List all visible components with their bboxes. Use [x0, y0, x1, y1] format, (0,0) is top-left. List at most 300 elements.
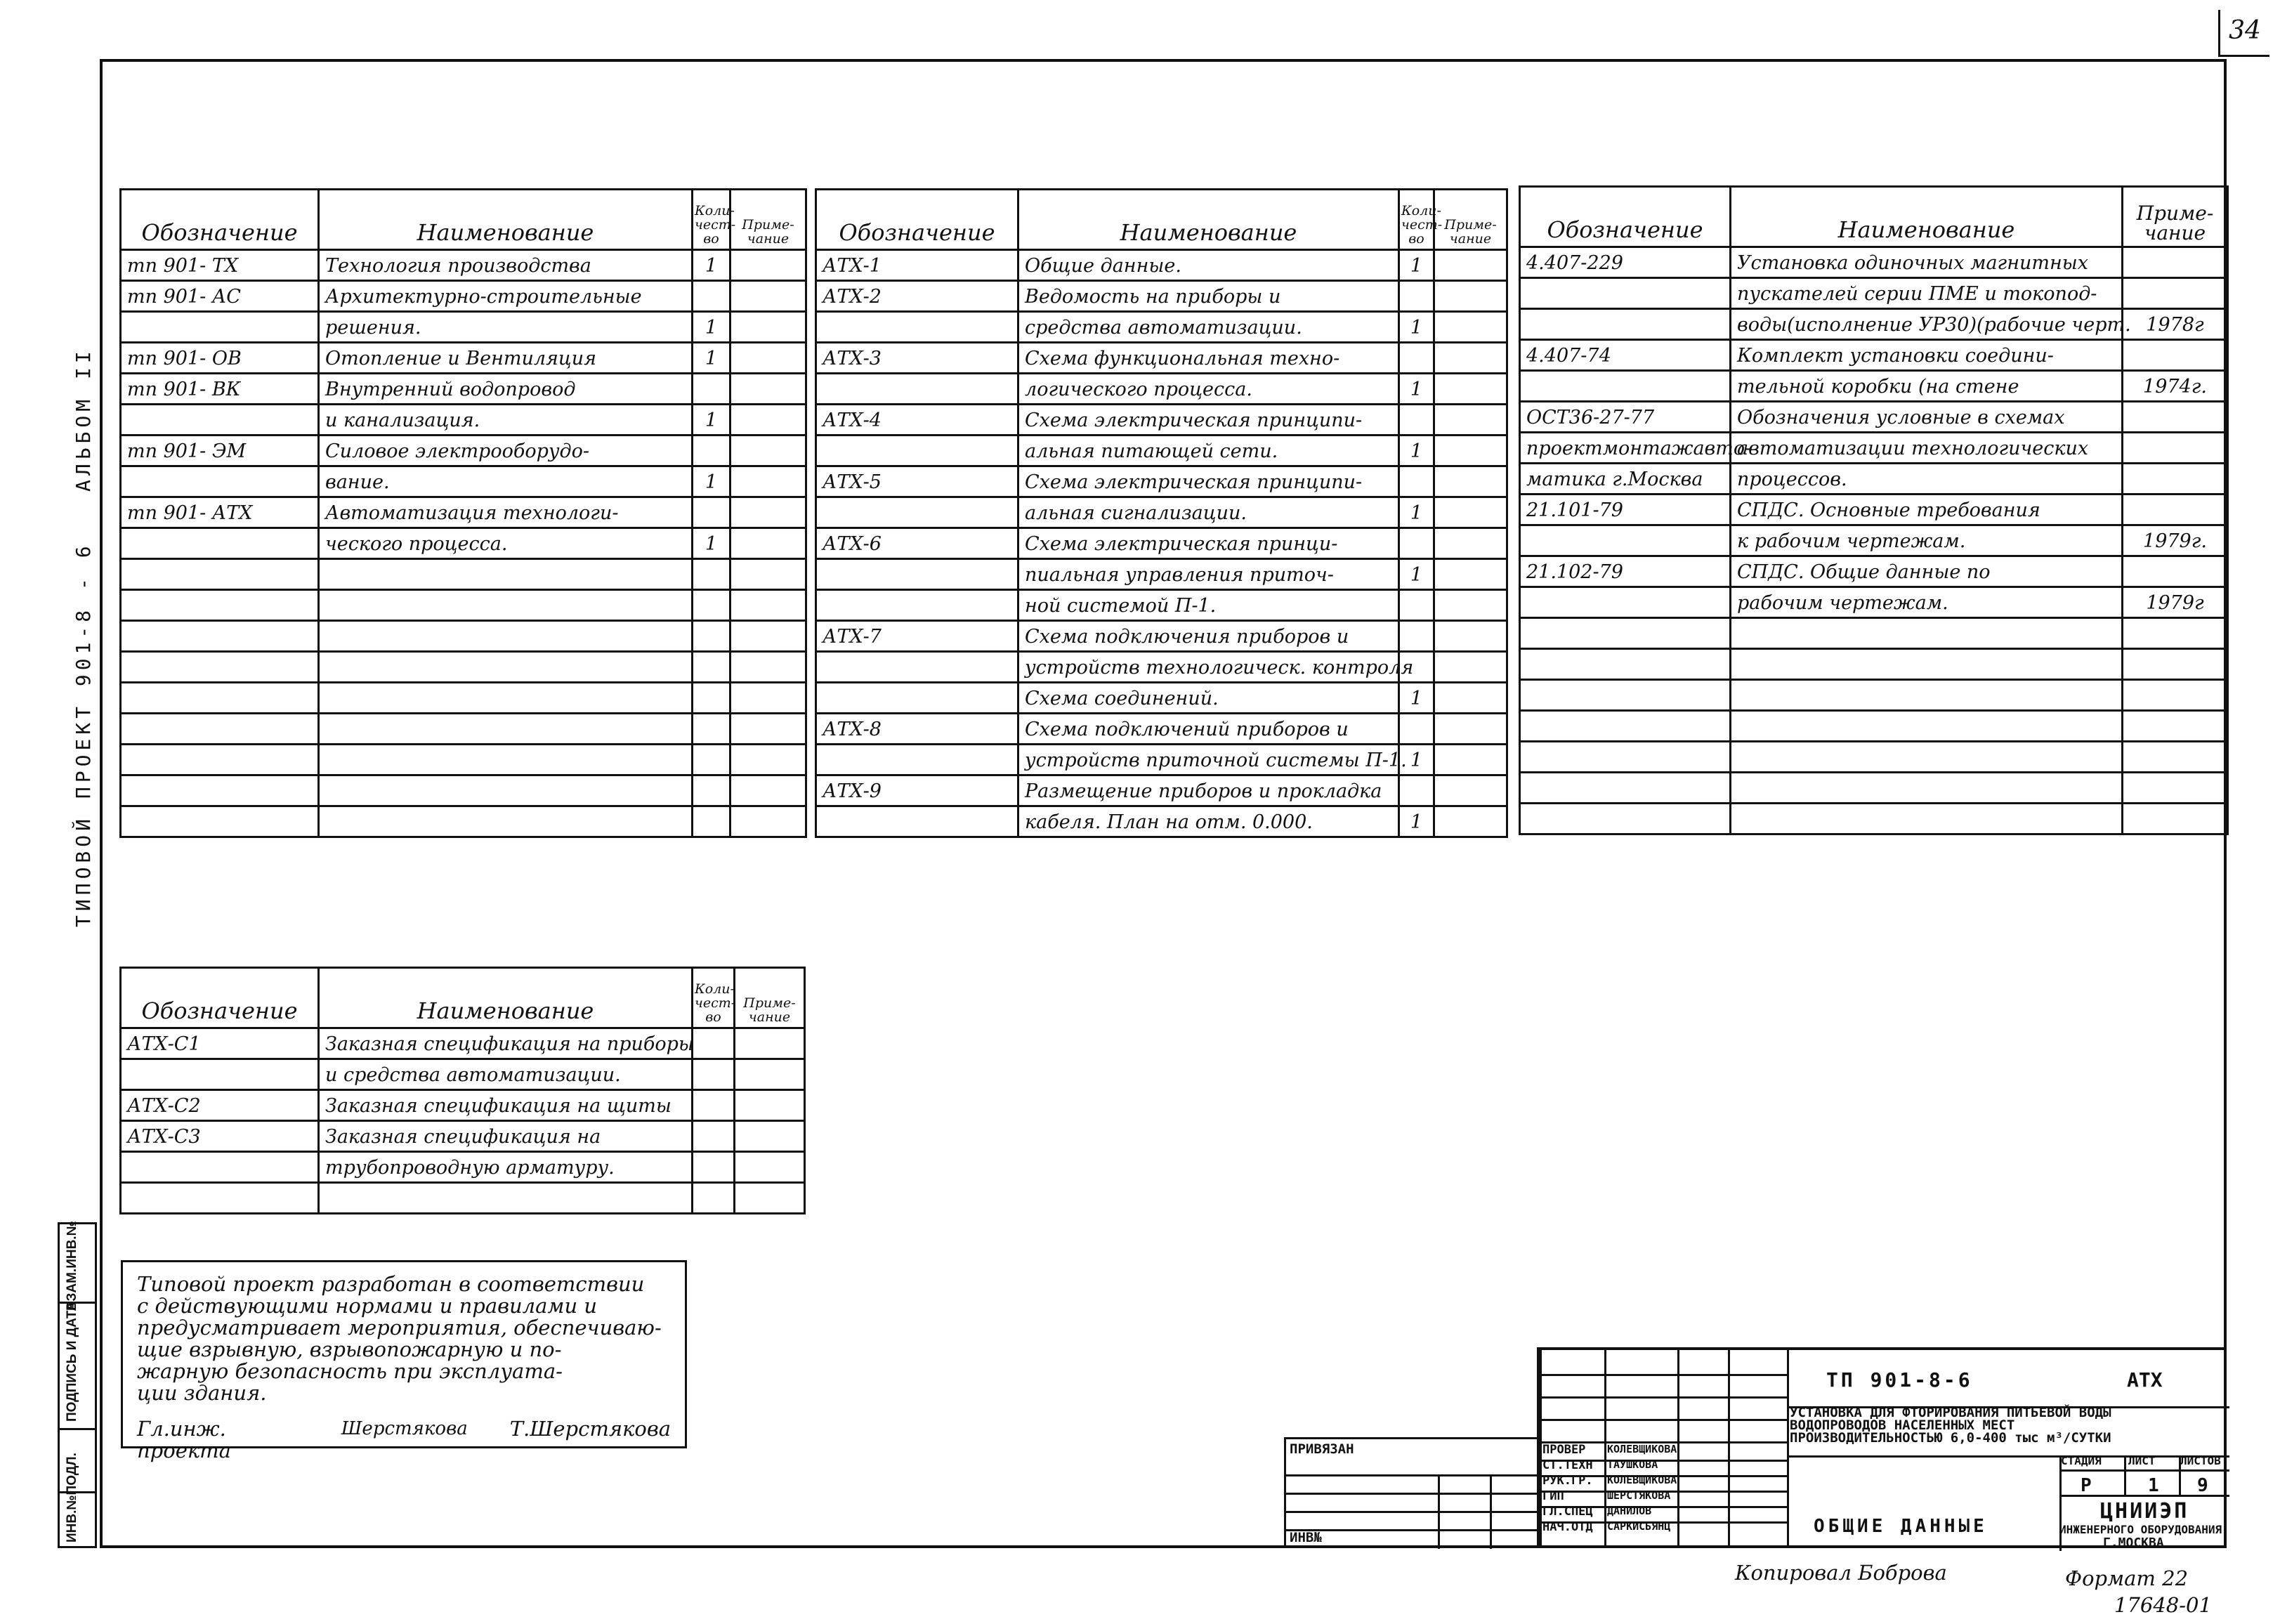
table-row: [816, 374, 1507, 405]
register-table-2: [815, 188, 1508, 838]
sig-name: КОЛЕВЩИКОВА: [1607, 1474, 1677, 1486]
cell-note: [2123, 773, 2228, 804]
cell-note: [2123, 680, 2228, 711]
cell-note: [730, 621, 806, 652]
cell-code: [816, 374, 1018, 405]
cell-note: [735, 1183, 805, 1214]
cell-name: средства автоматизации.: [1018, 312, 1399, 343]
cell-code: 21.102-79: [1520, 556, 1731, 587]
cell-qty: 1: [1399, 745, 1434, 775]
table-row: [121, 745, 806, 775]
side-album-label: АЛЬБОМ II: [72, 347, 95, 492]
cell-qty: 1: [1399, 497, 1434, 528]
cell-code: [816, 683, 1018, 714]
cell-note: [730, 436, 806, 466]
cell-name: [319, 806, 693, 837]
cell-code: [816, 497, 1018, 528]
object-description-1: УСТАНОВКА ДЛЯ ФТОРИРОВАНИЯ ПИТЬЕВОЙ ВОДЫ: [1790, 1405, 2111, 1420]
cell-name: Общие данные.: [1018, 250, 1399, 281]
cell-qty: [693, 1121, 735, 1152]
cell-code: проектмонтажавто-: [1520, 433, 1731, 464]
cell-name: [1731, 773, 2123, 804]
cell-note: [730, 497, 806, 528]
register-table-1: [119, 188, 807, 838]
cell-note: [1434, 683, 1507, 714]
cell-code: ОСТ36-27-77: [1520, 402, 1731, 433]
cell-name: Схема функциональная техно-: [1018, 343, 1399, 374]
cell-qty: [693, 652, 730, 683]
cell-qty: 1: [1399, 312, 1434, 343]
table-row: [816, 652, 1507, 683]
cell-code: [1520, 587, 1731, 618]
cell-code: [121, 806, 319, 837]
table-row: [816, 343, 1507, 374]
cell-code: тп 901- ОВ: [121, 343, 319, 374]
cell-name: автоматизации технологических: [1731, 433, 2123, 464]
cell-name: СПДС. Основные требования: [1731, 495, 2123, 525]
side-project-label: ТИПОВОЙ ПРОЕКТ 901-8 - 6: [72, 542, 95, 927]
cell-note: [1434, 497, 1507, 528]
cell-name: [319, 621, 693, 652]
cell-code: [1520, 742, 1731, 773]
cell-qty: 1: [693, 250, 730, 281]
cell-code: АТХ-8: [816, 714, 1018, 745]
table-row: [121, 652, 806, 683]
col-name: Наименование: [1018, 190, 1399, 250]
cell-note: [2123, 618, 2228, 649]
sig-role: НАЧ.ОТД: [1542, 1520, 1593, 1534]
cell-qty: [693, 281, 730, 312]
note-line: ции здания.: [137, 1381, 267, 1405]
cell-code: [121, 775, 319, 806]
cell-qty: 1: [1399, 436, 1434, 466]
table-row: [1520, 525, 2228, 556]
cell-qty: 1: [693, 466, 730, 497]
table-row: [1520, 773, 2228, 804]
cell-note: [735, 1090, 805, 1121]
cell-qty: 1: [1399, 683, 1434, 714]
cell-note: [2123, 433, 2228, 464]
cell-name: Схема электрическая принципи-: [1018, 466, 1399, 497]
col-qty: Коли-чест-во: [1399, 190, 1434, 250]
cell-code: [121, 1183, 319, 1214]
cell-code: [121, 683, 319, 714]
cell-name: [1731, 742, 2123, 773]
organization-city: Г.МОСКВА: [2103, 1535, 2164, 1550]
cell-qty: [693, 1152, 735, 1183]
cell-qty: [693, 683, 730, 714]
cell-code: АТХ-С1: [121, 1028, 319, 1059]
note-line: Типовой проект разработан в соответствии: [137, 1272, 645, 1296]
cell-name: решения.: [319, 312, 693, 343]
sig-role: ПРОВЕР: [1542, 1443, 1586, 1457]
organization-name: ЦНИИЭП: [2100, 1499, 2189, 1524]
cell-code: [816, 312, 1018, 343]
cell-qty: 1: [1399, 806, 1434, 837]
signer-title: Гл.инж. проекта: [137, 1417, 231, 1462]
cell-qty: [1399, 466, 1434, 497]
note-line: с действующими нормами и правилами и: [137, 1294, 598, 1318]
cell-name: [319, 1183, 693, 1214]
cell-qty: 1: [693, 312, 730, 343]
cell-name: трубопроводную арматуру.: [319, 1152, 693, 1183]
archive-number: 17648-01: [2114, 1593, 2212, 1617]
cell-note: [2123, 711, 2228, 742]
cell-qty: [693, 775, 730, 806]
table-row: [121, 559, 806, 590]
cell-code: [121, 405, 319, 436]
col-name: Наименование: [319, 968, 693, 1028]
table-row: [1520, 618, 2228, 649]
note-line: жарную безопасность при эксплуата-: [137, 1359, 563, 1383]
cell-note: [1434, 714, 1507, 745]
cell-note: 1979г.: [2123, 525, 2228, 556]
table-row: [1520, 556, 2228, 587]
cell-qty: [693, 806, 730, 837]
cell-name: [319, 714, 693, 745]
attached-label: ПРИВЯЗАН: [1290, 1441, 1354, 1457]
col-note: Приме-чание: [730, 190, 806, 250]
cell-code: [816, 590, 1018, 621]
stage-label: СТАДИЯ: [2061, 1454, 2102, 1467]
col-note: Приме-чание: [735, 968, 805, 1028]
cell-note: [730, 281, 806, 312]
cell-note: [1434, 652, 1507, 683]
cell-name: и канализация.: [319, 405, 693, 436]
cell-qty: [1399, 405, 1434, 436]
table-row: [1520, 278, 2228, 309]
cell-name: [319, 652, 693, 683]
col-note: Приме-чание: [1434, 190, 1507, 250]
cell-name: [1731, 680, 2123, 711]
cell-code: АТХ-5: [816, 466, 1018, 497]
signature-mark: Шерстякова: [341, 1418, 468, 1439]
cell-code: АТХ-9: [816, 775, 1018, 806]
cell-code: [816, 806, 1018, 837]
page-number: 34: [2218, 10, 2269, 57]
cell-name: [1731, 649, 2123, 680]
cell-name: Схема подключения приборов и: [1018, 621, 1399, 652]
sig-name: ШЕРСТЯКОВА: [1607, 1489, 1671, 1502]
sheet-title: ОБЩИЕ ДАННЫЕ: [1814, 1516, 1988, 1537]
cell-qty: [693, 714, 730, 745]
cell-note: [2123, 340, 2228, 371]
cell-note: [1434, 250, 1507, 281]
table-row: [121, 405, 806, 436]
cell-name: кабеля. План на отм. 0.000.: [1018, 806, 1399, 837]
cell-note: [2123, 804, 2228, 834]
table-row: [816, 250, 1507, 281]
cell-code: 21.101-79: [1520, 495, 1731, 525]
cell-note: [730, 745, 806, 775]
object-description-2: ВОДОПРОВОДОВ НАСЕЛЕННЫХ МЕСТ: [1790, 1417, 2015, 1433]
cell-name: вание.: [319, 466, 693, 497]
cell-code: [1520, 711, 1731, 742]
sig-name: САРКИСЬЯНЦ: [1607, 1520, 1671, 1533]
sig-name: ТАУШКОВА: [1607, 1458, 1658, 1471]
table-row: [1520, 309, 2228, 340]
sig-role: СТ.ТЕХН: [1542, 1458, 1593, 1472]
table-row: [816, 590, 1507, 621]
specification-table: [119, 967, 806, 1214]
sig-role: ГИП: [1542, 1489, 1564, 1503]
table-row: [121, 374, 806, 405]
table-row: [1520, 804, 2228, 834]
sheets-value: 9: [2197, 1475, 2208, 1496]
cell-note: [1434, 528, 1507, 559]
cell-note: [2123, 402, 2228, 433]
cell-code: АТХ-2: [816, 281, 1018, 312]
copied-by: Копировал Боброва: [1735, 1561, 1947, 1585]
table-row: [1520, 587, 2228, 618]
cell-note: [2123, 247, 2228, 278]
cell-code: [816, 559, 1018, 590]
cell-code: тп 901- ТХ: [121, 250, 319, 281]
cell-name: [1731, 618, 2123, 649]
sig-name: КОЛЕВЩИКОВА: [1607, 1443, 1677, 1455]
cell-name: и средства автоматизации.: [319, 1059, 693, 1090]
sheet-label: ЛИСТ: [2128, 1454, 2156, 1467]
cell-code: [121, 559, 319, 590]
table-row: [1520, 371, 2228, 402]
cell-name: [1731, 711, 2123, 742]
cell-note: [730, 312, 806, 343]
table-row: [816, 528, 1507, 559]
cell-name: к рабочим чертежам.: [1731, 525, 2123, 556]
cell-code: тп 901- ЭМ: [121, 436, 319, 466]
table-row: [1520, 340, 2228, 371]
table-row: [816, 683, 1507, 714]
table-row: [121, 683, 806, 714]
cell-note: [730, 343, 806, 374]
cell-qty: 1: [1399, 374, 1434, 405]
strip-replace-label: ВЗАМ.ИНВ.№: [65, 1221, 79, 1311]
cell-code: [121, 590, 319, 621]
table-row: [121, 621, 806, 652]
cell-qty: 1: [1399, 250, 1434, 281]
note-line: предусматривает мероприятия, обеспечиваю-: [137, 1316, 662, 1340]
cell-name: [319, 559, 693, 590]
cell-qty: [1399, 621, 1434, 652]
cell-name: альная сигнализации.: [1018, 497, 1399, 528]
drawing-mark: АТХ: [2127, 1368, 2163, 1391]
cell-note: [730, 559, 806, 590]
col-name: Наименование: [1731, 187, 2123, 247]
cell-code: 4.407-229: [1520, 247, 1731, 278]
cell-code: АТХ-4: [816, 405, 1018, 436]
table-row: [121, 590, 806, 621]
cell-note: [2123, 495, 2228, 525]
cell-note: [730, 806, 806, 837]
table-row: [1520, 433, 2228, 464]
cell-name: устройств технологическ. контроля: [1018, 652, 1399, 683]
table-row: [121, 1183, 805, 1214]
cell-qty: [693, 497, 730, 528]
cell-note: [2123, 742, 2228, 773]
sheet-value: 1: [2148, 1475, 2159, 1496]
cell-code: [1520, 680, 1731, 711]
table-row: [121, 1121, 805, 1152]
table-row: [816, 559, 1507, 590]
general-note: [121, 1260, 687, 1462]
cell-name: Внутренний водопровод: [319, 374, 693, 405]
table-row: [1520, 247, 2228, 278]
cell-name: [319, 775, 693, 806]
cell-note: [1434, 343, 1507, 374]
cell-note: [1434, 775, 1507, 806]
cell-qty: [1399, 590, 1434, 621]
cell-note: [2123, 278, 2228, 309]
cell-code: [121, 1152, 319, 1183]
cell-note: [730, 466, 806, 497]
col-designation: Обозначение: [121, 190, 319, 250]
cell-code: тп 901- АС: [121, 281, 319, 312]
object-description-3: ПРОИЗВОДИТЕЛЬНОСТЬЮ 6,0-400 тыс м³/СУТКИ: [1790, 1430, 2111, 1446]
table-row: [121, 806, 806, 837]
cell-name: Силовое электрооборудо-: [319, 436, 693, 466]
cell-name: Автоматизация технологи-: [319, 497, 693, 528]
cell-qty: [693, 374, 730, 405]
cell-name: воды(исполнение УР30)(рабочие черт.: [1731, 309, 2123, 340]
table-row: [121, 312, 806, 343]
cell-name: [319, 683, 693, 714]
cell-name: Установка одиночных магнитных: [1731, 247, 2123, 278]
cell-note: 1974г.: [2123, 371, 2228, 402]
cell-code: [1520, 773, 1731, 804]
cell-code: тп 901- ВК: [121, 374, 319, 405]
cell-name: процессов.: [1731, 464, 2123, 495]
cell-note: 1978г: [2123, 309, 2228, 340]
cell-qty: [693, 1028, 735, 1059]
cell-note: [2123, 464, 2228, 495]
cell-name: рабочим чертежам.: [1731, 587, 2123, 618]
cell-name: Размещение приборов и прокладка: [1018, 775, 1399, 806]
cell-code: [121, 621, 319, 652]
table-row: [816, 312, 1507, 343]
cell-name: Обозначения условные в схемах: [1731, 402, 2123, 433]
cell-name: Технология производства: [319, 250, 693, 281]
cell-name: ной системой П-1.: [1018, 590, 1399, 621]
cell-code: АТХ-7: [816, 621, 1018, 652]
table-row: [121, 775, 806, 806]
strip-signature-label: ПОДПИСЬ И ДАТА: [65, 1301, 79, 1422]
cell-qty: [1399, 343, 1434, 374]
cell-code: [121, 466, 319, 497]
cell-code: АТХ-С2: [121, 1090, 319, 1121]
cell-code: [1520, 649, 1731, 680]
cell-note: [1434, 806, 1507, 837]
cell-name: Комплект установки соедини-: [1731, 340, 2123, 371]
cell-name: [319, 745, 693, 775]
cell-note: [730, 775, 806, 806]
cell-note: [735, 1028, 805, 1059]
table-row: [816, 806, 1507, 837]
cell-note: [730, 528, 806, 559]
cell-code: [1520, 804, 1731, 834]
cell-name: Ведомость на приборы и: [1018, 281, 1399, 312]
cell-note: [1434, 559, 1507, 590]
cell-name: Архитектурно-строительные: [319, 281, 693, 312]
table-row: [816, 466, 1507, 497]
cell-qty: [693, 745, 730, 775]
table-row: [121, 1028, 805, 1059]
col-name: Наименование: [319, 190, 693, 250]
col-designation: Обозначение: [121, 968, 319, 1028]
table-row: [816, 405, 1507, 436]
cell-note: [730, 374, 806, 405]
cell-code: [1520, 525, 1731, 556]
cell-note: [730, 652, 806, 683]
table-row: [121, 1090, 805, 1121]
cell-qty: [1399, 714, 1434, 745]
cell-code: 4.407-74: [1520, 340, 1731, 371]
table-row: [1520, 649, 2228, 680]
cell-qty: 1: [693, 528, 730, 559]
table-row: [121, 250, 806, 281]
cell-code: [816, 745, 1018, 775]
cell-code: [121, 528, 319, 559]
cell-note: 1979г: [2123, 587, 2228, 618]
cell-qty: [1399, 281, 1434, 312]
cell-code: [1520, 278, 1731, 309]
sheets-label: ЛИСТОВ: [2180, 1454, 2221, 1467]
cell-qty: 1: [693, 405, 730, 436]
cell-note: [735, 1152, 805, 1183]
table-row: [816, 775, 1507, 806]
cell-note: [730, 683, 806, 714]
inv-label: ИНВ№: [1290, 1530, 1322, 1545]
cell-qty: 1: [693, 343, 730, 374]
cell-name: [319, 590, 693, 621]
table-row: [121, 1059, 805, 1090]
cell-note: [1434, 374, 1507, 405]
cell-name: альная питающей сети.: [1018, 436, 1399, 466]
cell-code: [816, 652, 1018, 683]
table-row: [816, 281, 1507, 312]
cell-code: [1520, 371, 1731, 402]
col-qty: Коли-чест-во: [693, 190, 730, 250]
table-row: [121, 1152, 805, 1183]
cell-name: Схема электрическая принципи-: [1018, 405, 1399, 436]
cell-note: [730, 250, 806, 281]
cell-qty: [1399, 775, 1434, 806]
reference-table: [1519, 185, 2229, 835]
table-row: [121, 528, 806, 559]
cell-code: АТХ-С3: [121, 1121, 319, 1152]
table-row: [1520, 464, 2228, 495]
cell-note: [2123, 556, 2228, 587]
table-row: [816, 436, 1507, 466]
cell-code: АТХ-6: [816, 528, 1018, 559]
cell-note: [1434, 281, 1507, 312]
cell-code: тп 901- АТХ: [121, 497, 319, 528]
cell-code: [121, 652, 319, 683]
cell-name: Заказная спецификация на: [319, 1121, 693, 1152]
cell-code: [121, 312, 319, 343]
cell-qty: [693, 1059, 735, 1090]
table-row: [1520, 711, 2228, 742]
note-line: щие взрывную, взрывопожарную и по-: [137, 1337, 562, 1361]
cell-note: [730, 405, 806, 436]
sig-role: РУК.ГР.: [1542, 1474, 1593, 1488]
signer-name: Т.Шерстякова: [509, 1417, 671, 1441]
cell-name: логического процесса.: [1018, 374, 1399, 405]
table-row: [121, 497, 806, 528]
cell-name: пускателей серии ПМЕ и токопод-: [1731, 278, 2123, 309]
table-row: [121, 714, 806, 745]
cell-note: [730, 590, 806, 621]
table-row: [816, 497, 1507, 528]
